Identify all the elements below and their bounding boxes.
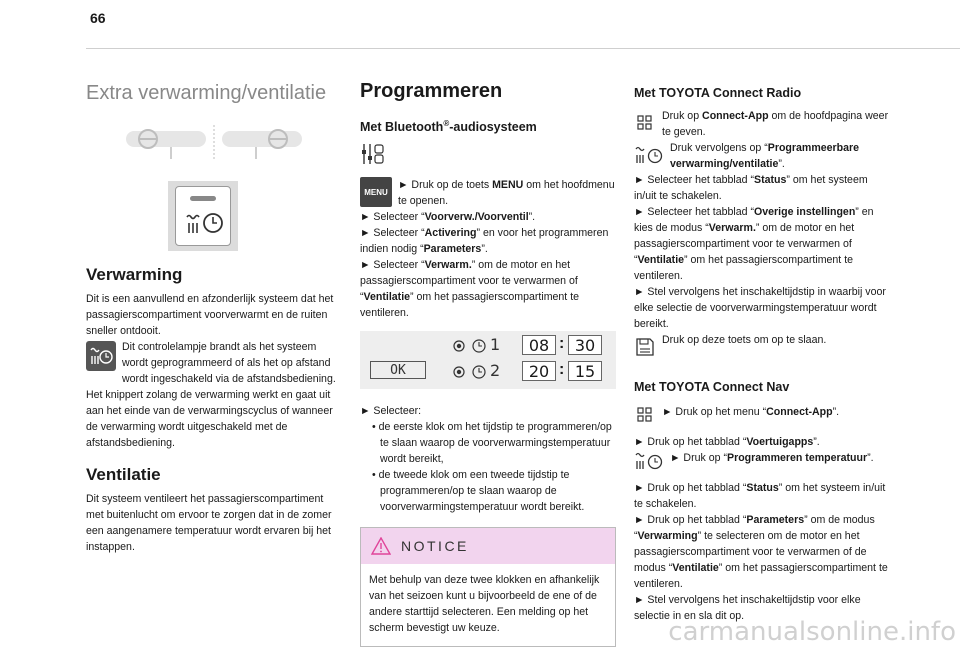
notice-label: NOTICE xyxy=(401,538,469,555)
heading-programming: Programmeren xyxy=(360,80,503,102)
column-heating xyxy=(86,78,342,555)
step-menu xyxy=(360,177,616,209)
heater-timer-icon xyxy=(634,450,664,472)
heading-heating: Verwarming xyxy=(86,265,183,284)
timer-1-icon xyxy=(450,337,510,355)
apps-grid-icon xyxy=(634,112,656,134)
header-rule xyxy=(86,48,960,49)
heading-connect-nav: Met TOYOTA Connect Nav xyxy=(634,380,790,394)
subheading-bluetooth: Met Bluetooth®-audiosysteem xyxy=(360,119,537,135)
timer-2-number: 2 xyxy=(490,361,501,381)
ventilation-paragraph: Dit systeem ventileert het passagierscompartiment met buitenlucht om ervoor te zorgen dat in de zomer een aangenamere temperatuur wordt ervaren bij het instappen. xyxy=(86,493,332,553)
nav-step-4: ► Druk op het tabblad “Status” om het systeem in/uit te schakelen. xyxy=(634,482,886,510)
step-3: ► Selecteer “Activering” en voor het programmeren indien nodig “Parameters”. xyxy=(360,227,609,256)
page-number: 66 xyxy=(90,10,106,26)
timer-1-colon: : xyxy=(559,335,565,353)
section-title: Extra verwarming/ventilatie xyxy=(86,82,327,104)
column-programming xyxy=(360,78,616,647)
menu-key-icon: MENU xyxy=(360,177,392,207)
heating-paragraph-3: Het knippert zolang de verwarming werkt en gaat uit aan het einde van de verwarmingscyclus of wanneer de verwarming wordt uitgeschakeld met de afstandsbediening. xyxy=(86,389,333,449)
timer-2-icon xyxy=(450,363,510,381)
heating-paragraph-1: Dit is een aanvullend en afzonderlijk systeem dat het passagierscompartiment voorverwarmt en de ruiten sneller ontdooit. xyxy=(86,293,334,337)
nav-step-5: ► Druk op het tabblad “Parameters” om de modus “Verwarming” te selecteren om de motor en het passagierscompartiment voor te verwarmen of de modus “Ventilatie” om het passagierscompartiment te ventileren. xyxy=(634,514,888,590)
nav-step-3: ► Druk op “Programmeren temperatuur”. xyxy=(634,450,890,472)
timer-screen xyxy=(360,331,616,389)
steering-wheel-icon xyxy=(86,125,342,165)
select-step: ► Selecteer: xyxy=(360,405,422,418)
notice-header xyxy=(361,528,615,564)
heating-paragraph-2: Dit controlelampje brandt als het systeem wordt geprogrammeerd of als het op afstand wordt ingeschakeld via de afstandsbediening. xyxy=(122,341,336,385)
radio-step-3: ► Selecteer het tabblad “Status” om het systeem in/uit te schakelen. xyxy=(634,174,868,202)
watermark: carmanualsonline.info xyxy=(668,617,956,647)
nav-step-2: ► Druk op het tabblad “Voertuigapps”. xyxy=(634,436,820,448)
heater-button-image xyxy=(168,181,238,251)
timer-1-number: 1 xyxy=(490,335,501,355)
dashboard-illustration xyxy=(86,125,342,165)
column-connect xyxy=(634,78,890,624)
timer-2-colon: : xyxy=(559,361,565,379)
timer-2-hour[interactable]: 20 xyxy=(522,361,556,381)
radio-step-4: ► Selecteer het tabblad “Overige instellingen” en kies de modus “Verwarm.” om de motor en het passagierscompartiment voor te verwarmen of “Ventilatie” om het passagierscompartiment te ventileren. xyxy=(634,206,874,282)
apps-grid-icon xyxy=(634,404,656,426)
heater-timer-icon xyxy=(181,207,225,237)
bullet-1: • de eerste klok om het tijdstip te programmeren/op te slaan waarop de voorverwarmingstemperatuur wordt bereikt, xyxy=(372,421,612,466)
radio-step-6: Druk op deze toets om op te slaan. xyxy=(634,332,890,358)
heater-timer-icon xyxy=(634,144,664,166)
bullet-2: • de tweede klok om een tweede tijdstip te programmeren/op te slaan waarop de voorverwarmingstemperatuur wordt bereikt. xyxy=(372,469,585,514)
warning-lamp-icon xyxy=(86,341,116,371)
notice-text: Met behulp van deze twee klokken en afhankelijk van het seizoen kunt u bijvoorbeeld de ene of de andere starttijd selecteren. Een melding op het scherm bevestigt uw keuze. xyxy=(369,574,600,635)
radio-step-2: Druk vervolgens op “Programmeerbare verwarming/ventilatie”. xyxy=(634,140,890,172)
timer-1-hour[interactable]: 08 xyxy=(522,335,556,355)
timer-2-minute[interactable]: 15 xyxy=(568,361,602,381)
radio-step-5: ► Stel vervolgens het inschakeltijdstip in waarbij voor elke selectie de voorverwarmingstemperatuur wordt bereikt. xyxy=(634,286,886,330)
ok-button[interactable]: OK xyxy=(370,361,426,379)
warning-lamp-row xyxy=(86,339,342,387)
step-1: ► Druk op de toets MENU om het hoofdmenu te openen. xyxy=(398,179,615,208)
heading-ventilation: Ventilatie xyxy=(86,465,161,484)
step-2: ► Selecteer “Voorverw./Voorventil”. xyxy=(360,211,536,224)
nav-step-1: ► Druk op het menu “Connect-App”. xyxy=(634,402,890,426)
warning-triangle-icon xyxy=(371,537,391,555)
heading-connect-radio: Met TOYOTA Connect Radio xyxy=(634,86,802,100)
timer-1-minute[interactable]: 30 xyxy=(568,335,602,355)
save-icon xyxy=(634,336,656,358)
notice-box xyxy=(360,527,616,647)
settings-icon xyxy=(360,142,616,171)
step-4: ► Selecteer “Verwarm.” om de motor en het passagierscompartiment voor te verwarmen of “Ventilatie” om het passagierscompartiment te ventileren. xyxy=(360,259,580,320)
radio-step-1: Druk op Connect-App om de hoofdpagina weer te geven. xyxy=(634,108,890,140)
nav-step-6: ► Stel vervolgens het inschakeltijdstip voor elke selectie in en sla dit op. xyxy=(634,594,861,622)
